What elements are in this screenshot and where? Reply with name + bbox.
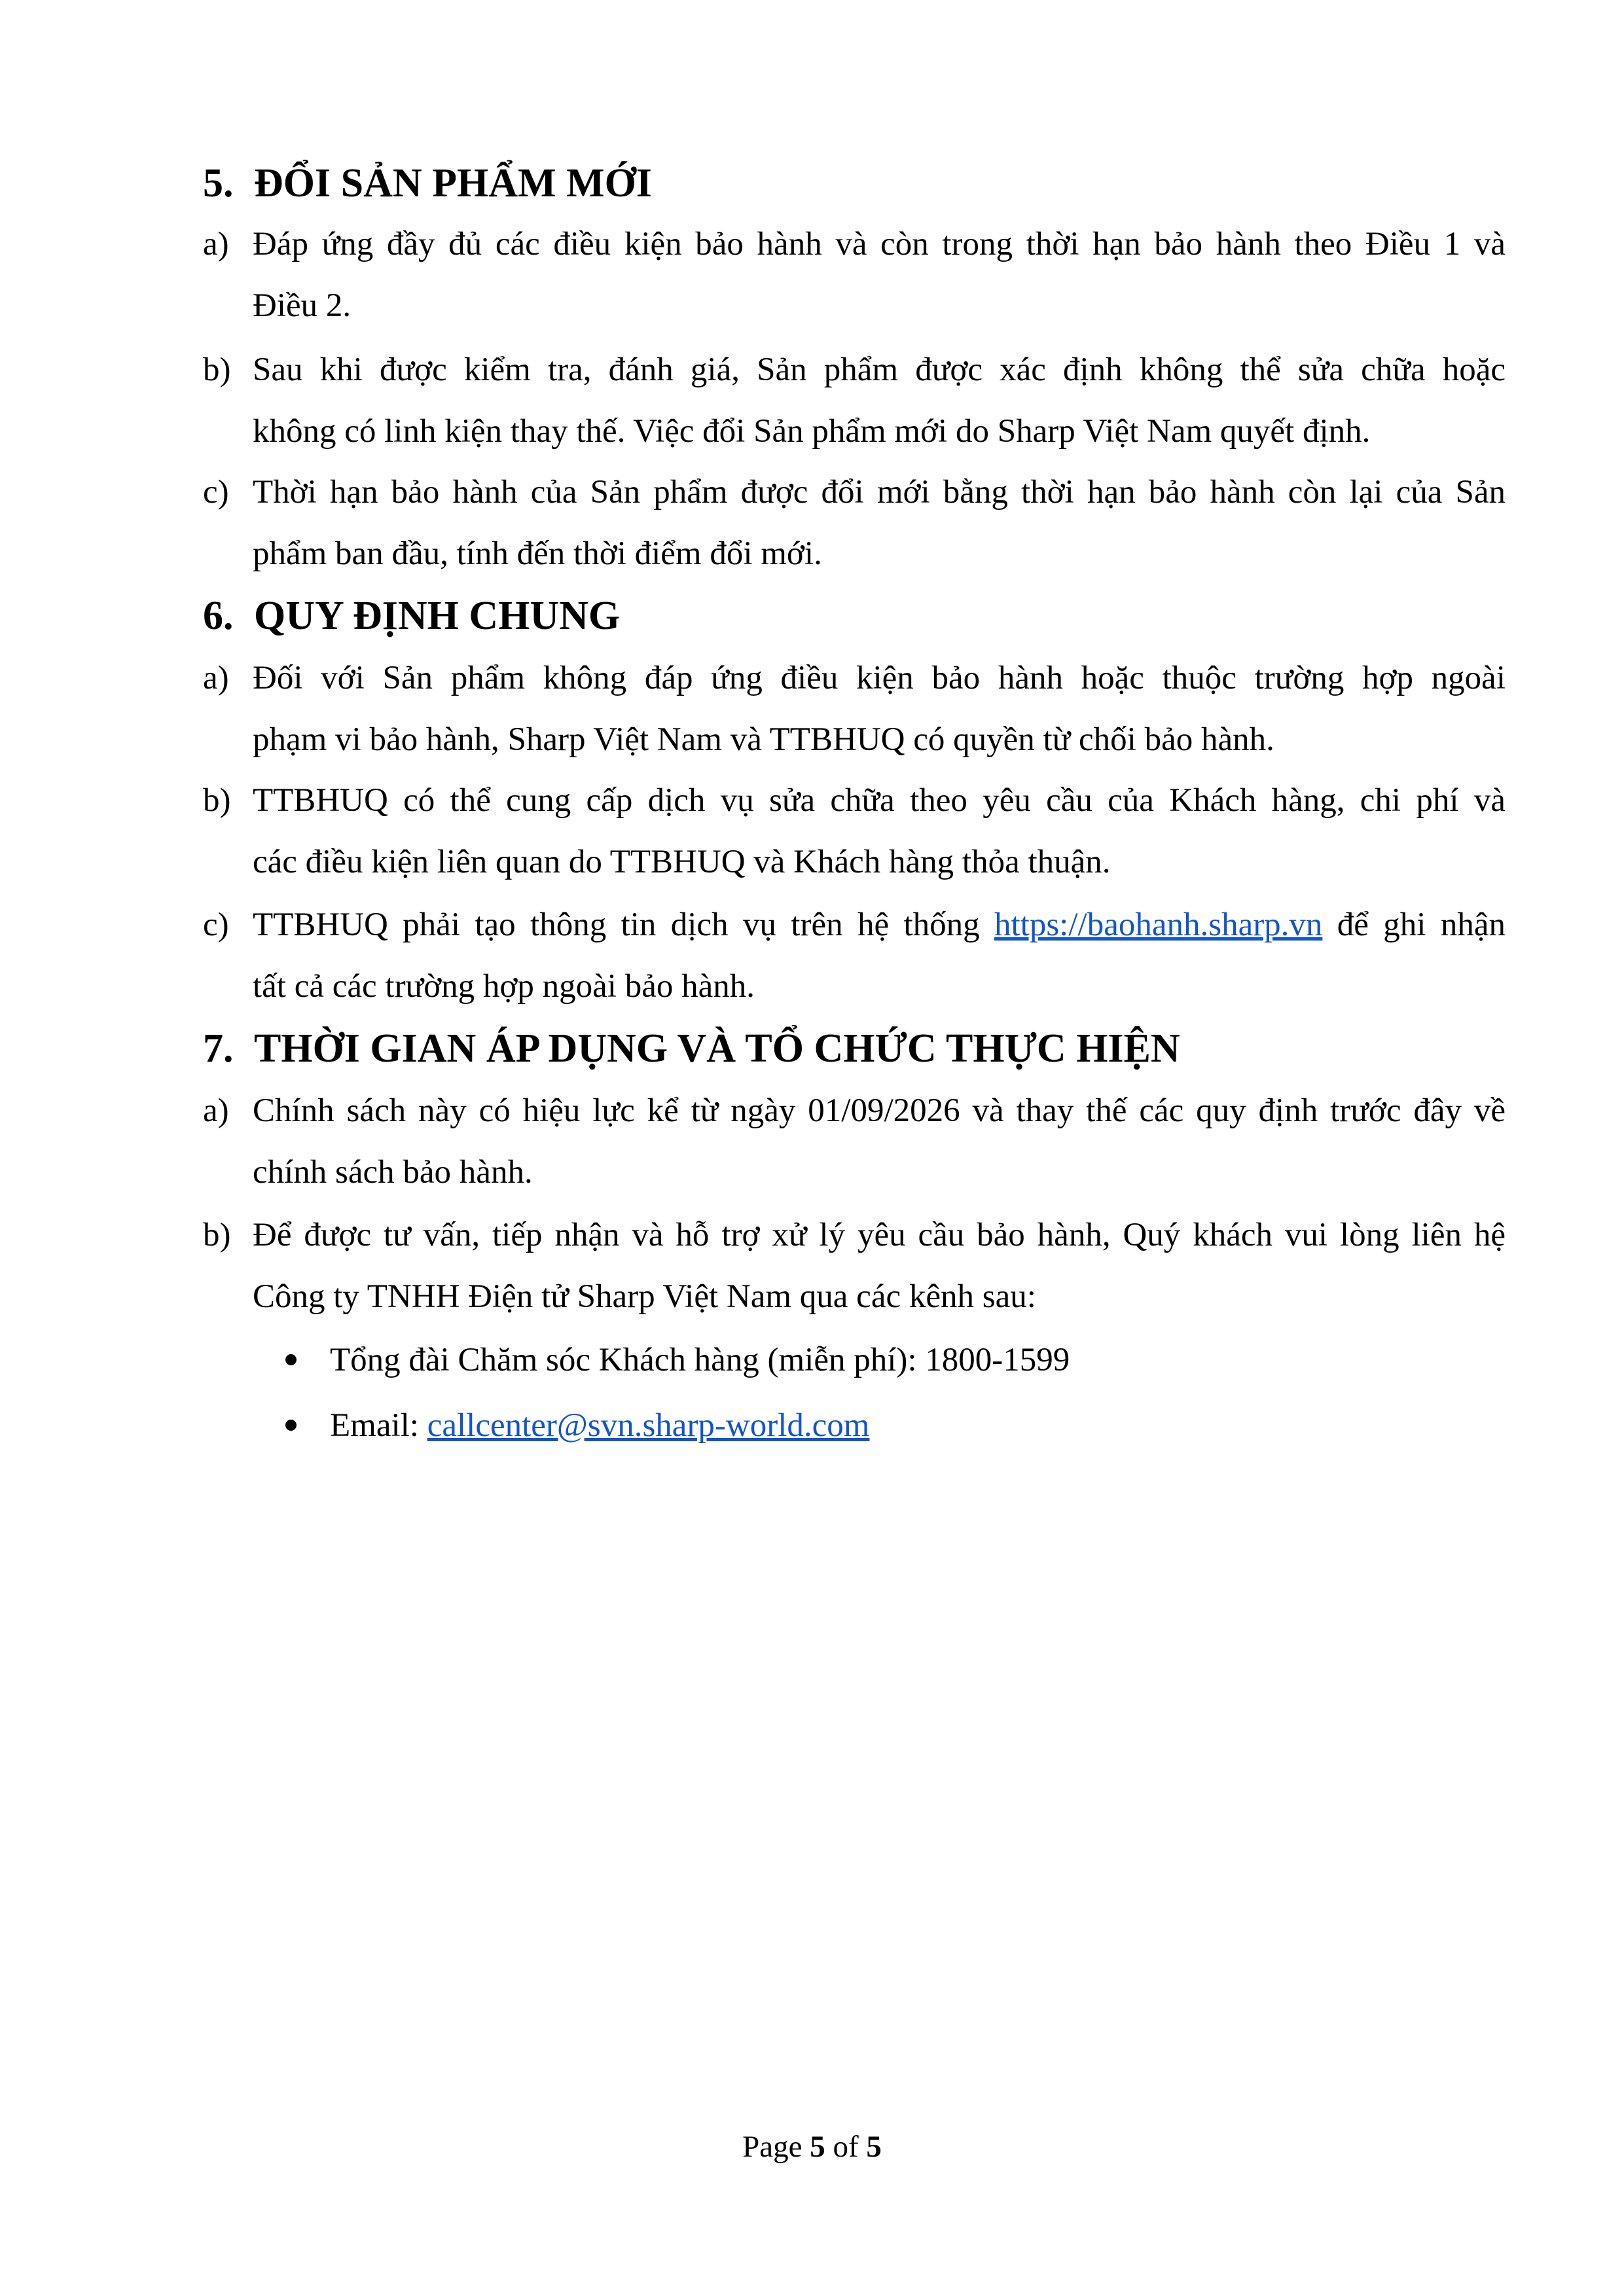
item-marker: c) [203,474,229,511]
item-line: Sau khi được kiểm tra, đánh giá, Sản phẩm được xác định không thể sửa chữa hoặc [253,351,1506,388]
item-line: phẩm ban đầu, tính đến thời điểm đổi mới. [253,535,822,572]
item-marker: b) [203,782,231,819]
section-5-item-c [203,461,1506,584]
section-5-title: ĐỔI SẢN PHẨM MỚI [254,161,652,206]
contact-bullet-email [281,1403,869,1448]
item-line: Công ty TNHH Điện tử Sharp Việt Nam qua các kênh sau: [253,1278,1036,1315]
section-7-item-a [203,1080,1506,1203]
item-line: Đáp ứng đầy đủ các điều kiện bảo hành và còn trong thời hạn bảo hành theo Điều 1 và [253,226,1506,262]
item-line: Điều 2. [253,287,352,324]
footer-total-pages: 5 [866,2130,882,2164]
item-marker: b) [203,1217,231,1253]
item-line: Để được tư vấn, tiếp nhận và hỗ trợ xử lý yêu cầu bảo hành, Quý khách vui lòng liên hệ [253,1217,1506,1253]
section-7-heading [203,1026,1180,1071]
email-label: Email: [330,1407,427,1444]
section-7-number: 7. [203,1026,234,1071]
bullet-dot-icon [285,1420,297,1431]
section-6-item-b [203,770,1506,893]
item-marker: c) [203,906,229,943]
section-5-heading [203,160,652,206]
item-marker: a) [203,1092,229,1129]
section-6-item-a [203,647,1506,770]
item-line: phạm vi bảo hành, Sharp Việt Nam và TTBHUQ có quyền từ chối bảo hành. [253,721,1274,758]
footer-middle: of [825,2130,867,2164]
item-line: Đối với Sản phẩm không đáp ứng điều kiện bảo hành hoặc thuộc trường hợp ngoài [253,660,1506,696]
section-6-title: QUY ĐỊNH CHUNG [254,594,621,638]
item-line: các điều kiện liên quan do TTBHUQ và Khách hàng thỏa thuận. [253,844,1111,880]
item-line: tất cả các trường hợp ngoài bảo hành. [253,968,755,1005]
section-7-item-b [203,1204,1506,1327]
item-text: để ghi nhận [1322,906,1506,943]
item-text: TTBHUQ phải tạo thông tin dịch vụ trên hệ thống [253,906,994,943]
section-5-item-b [203,339,1506,462]
item-line: Thời hạn bảo hành của Sản phẩm được đổi mới bằng thời hạn bảo hành còn lại của Sản [253,474,1506,511]
item-marker: a) [203,226,229,262]
section-5-item-a [203,213,1506,336]
hotline-text: Tổng đài Chăm sóc Khách hàng (miễn phí): 1800-1599 [330,1342,1070,1378]
section-5-number: 5. [203,161,234,206]
item-line [253,894,1506,956]
email-link[interactable]: callcenter@svn.sharp-world.com [427,1407,870,1444]
page-footer [0,2127,1624,2166]
warranty-portal-link[interactable]: https://baohanh.sharp.vn [994,906,1323,943]
footer-prefix: Page [742,2130,810,2164]
bullet-dot-icon [285,1354,297,1365]
contact-bullet-hotline [281,1337,1070,1383]
item-line: Chính sách này có hiệu lực kể từ ngày 01/09/2026 và thay thế các quy định trước đây về [253,1092,1506,1129]
item-line: không có linh kiện thay thế. Việc đổi Sản phẩm mới do Sharp Việt Nam quyết định. [253,413,1371,450]
section-6-item-c [203,894,1506,1017]
item-line: TTBHUQ có thể cung cấp dịch vụ sửa chữa theo yêu cầu của Khách hàng, chi phí và [253,782,1506,819]
item-line: chính sách bảo hành. [253,1154,533,1191]
section-6-number: 6. [203,594,234,638]
section-6-heading [203,593,620,639]
section-7-title: THỜI GIAN ÁP DỤNG VÀ TỔ CHỨC THỰC HIỆN [254,1026,1180,1071]
item-marker: b) [203,351,231,388]
item-marker: a) [203,660,229,696]
footer-current-page: 5 [810,2130,825,2164]
